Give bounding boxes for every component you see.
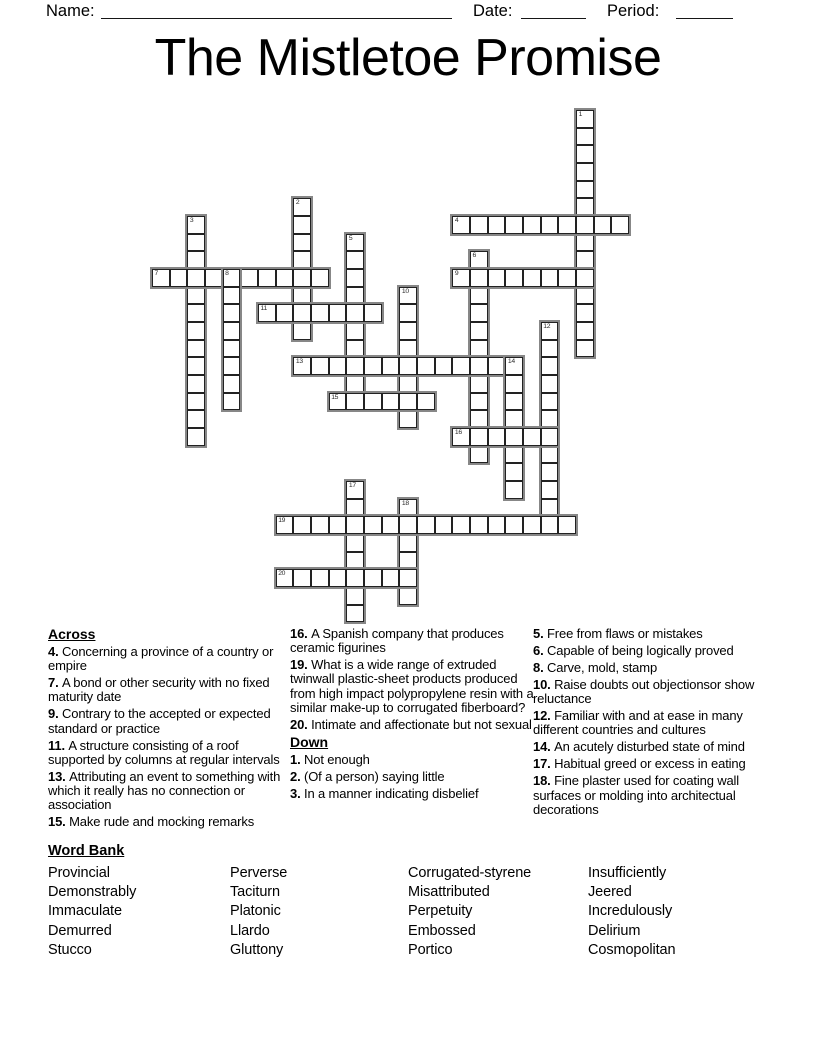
cell-number: 15: [331, 393, 339, 401]
crossword-cell[interactable]: [187, 375, 205, 393]
crossword-cell[interactable]: [293, 569, 311, 587]
crossword-cell[interactable]: [187, 410, 205, 428]
crossword-word-20-across[interactable]: [274, 567, 419, 589]
clue-item-6: 6. Capable of being logically proved: [533, 643, 734, 658]
cell-number: 18: [401, 499, 409, 507]
crossword-cell[interactable]: [488, 428, 506, 446]
clue-item-7: 7. A bond or other security with no fixed maturity date: [48, 675, 270, 705]
crossword-cell[interactable]: [223, 287, 241, 305]
crossword-cell[interactable]: [187, 340, 205, 358]
crossword-cell[interactable]: [505, 516, 523, 534]
page-title: The Mistletoe Promise: [154, 29, 662, 87]
crossword-cell[interactable]: [541, 393, 559, 411]
crossword-cell[interactable]: [223, 340, 241, 358]
clue-item-8: 8. Carve, mold, stamp: [533, 660, 658, 675]
cell-number: 19: [278, 517, 286, 525]
crossword-cell[interactable]: [346, 516, 364, 534]
crossword-cell[interactable]: [329, 569, 347, 587]
crossword-cell[interactable]: [541, 216, 559, 234]
cell-number: 3: [189, 217, 194, 225]
clue-item-5: 5. Free from flaws or mistakes: [533, 626, 703, 641]
crossword-cell[interactable]: [576, 269, 594, 287]
crossword-cell[interactable]: [187, 357, 205, 375]
crossword-cell[interactable]: [399, 516, 417, 534]
crossword-cell[interactable]: [417, 393, 435, 411]
crossword-cell[interactable]: [523, 269, 541, 287]
crossword-cell[interactable]: [576, 163, 594, 181]
crossword-cell[interactable]: [452, 216, 470, 234]
crossword-cell[interactable]: [311, 304, 329, 322]
crossword-cell[interactable]: [452, 357, 470, 375]
date-blank-line[interactable]: [521, 2, 586, 19]
crossword-cell[interactable]: [541, 481, 559, 499]
cell-number: 13: [295, 358, 303, 366]
cell-number: 20: [278, 570, 286, 578]
word-bank-column: [588, 864, 675, 960]
crossword-word-3-down[interactable]: [185, 214, 207, 448]
crossword-cell[interactable]: [382, 516, 400, 534]
crossword-cell[interactable]: [505, 216, 523, 234]
word-bank-word: Immaculate: [48, 903, 122, 920]
cell-number: 7: [154, 270, 158, 278]
crossword-cell[interactable]: [488, 216, 506, 234]
clue-item-13: 13. Attributing an event to something with which it really has no connection or association: [48, 768, 281, 813]
crossword-cell[interactable]: [187, 304, 205, 322]
crossword-cell[interactable]: [382, 569, 400, 587]
period-blank-line[interactable]: [676, 2, 733, 19]
crossword-cell[interactable]: [523, 216, 541, 234]
cell-number: 1: [578, 111, 583, 118]
crossword-cell[interactable]: [417, 516, 435, 534]
crossword-cell[interactable]: [470, 516, 488, 534]
crossword-word-19-across[interactable]: [274, 514, 578, 536]
word-bank-title: Word Bank: [48, 843, 125, 859]
clue-item-16: 16. A Spanish company that produces ceramic figurines: [290, 626, 504, 656]
crossword-cell[interactable]: [170, 269, 188, 287]
clues-column-down: [533, 627, 775, 820]
crossword-cell[interactable]: [576, 216, 594, 234]
crossword-cell[interactable]: [505, 481, 523, 499]
crossword-cell[interactable]: [541, 269, 559, 287]
crossword-cell[interactable]: [541, 446, 559, 464]
clues-section-header: Down: [290, 733, 329, 750]
crossword-word-13-across[interactable]: [291, 355, 525, 377]
crossword-cell[interactable]: [470, 269, 488, 287]
cell-number: 14: [507, 358, 515, 366]
word-bank-word: Incredulously: [588, 903, 673, 920]
word-bank-word: Taciturn: [230, 884, 280, 901]
cell-number: 11: [260, 305, 267, 313]
word-bank-word: Llardo: [230, 922, 270, 939]
crossword-cell[interactable]: [470, 322, 488, 340]
crossword-cell[interactable]: [382, 357, 400, 375]
crossword-cell[interactable]: [594, 216, 612, 234]
crossword-cell[interactable]: [329, 357, 347, 375]
crossword-cell[interactable]: [470, 375, 488, 393]
clue-item-2: 2. (Of a person) saying little: [290, 768, 445, 784]
crossword-cell[interactable]: [452, 516, 470, 534]
crossword-word-4-across[interactable]: [450, 214, 631, 236]
cell-number: 12: [543, 323, 551, 331]
crossword-cell[interactable]: [576, 110, 594, 128]
crossword-cell[interactable]: [223, 375, 241, 393]
crossword-cell[interactable]: [558, 516, 576, 534]
cell-number: 4: [454, 217, 459, 225]
crossword-word-15-across[interactable]: [327, 391, 437, 413]
crossword-cell[interactable]: [470, 304, 488, 322]
crossword-cell[interactable]: [276, 304, 294, 322]
crossword-cell[interactable]: [382, 393, 400, 411]
word-bank-column: [48, 864, 136, 960]
crossword-cell[interactable]: [417, 357, 435, 375]
crossword-cell[interactable]: [399, 357, 417, 375]
crossword-cell[interactable]: [187, 269, 205, 287]
crossword-cell[interactable]: [541, 516, 559, 534]
crossword-cell[interactable]: [576, 322, 594, 340]
crossword-cell[interactable]: [152, 269, 170, 287]
crossword-cell[interactable]: [311, 516, 329, 534]
crossword-word-11-across[interactable]: [256, 302, 384, 324]
crossword-cell[interactable]: [364, 516, 382, 534]
word-bank-word: Corrugated-styrene: [408, 865, 532, 881]
crossword-cell[interactable]: [223, 304, 241, 322]
crossword-cell[interactable]: [541, 322, 559, 340]
crossword-cell[interactable]: [558, 216, 576, 234]
cell-number: 9: [454, 270, 459, 278]
word-bank-column: [230, 864, 287, 960]
crossword-cell[interactable]: [452, 269, 470, 287]
crossword-cell[interactable]: [505, 393, 523, 411]
name-label: Name:: [46, 2, 95, 20]
cell-number: 2: [295, 199, 300, 207]
crossword-cell[interactable]: [399, 587, 417, 605]
crossword-cell[interactable]: [258, 269, 276, 287]
crossword-cell[interactable]: [187, 428, 205, 446]
crossword-cell[interactable]: [329, 516, 347, 534]
cell-number: 16: [454, 429, 462, 437]
clues-section-header: Across: [48, 626, 96, 642]
clue-item-15: 15. Make rude and mocking remarks: [48, 814, 255, 830]
crossword-cell[interactable]: [541, 357, 559, 375]
word-bank-word: Provincial: [48, 865, 110, 881]
clues-column-across: [48, 627, 284, 832]
crossword-cell[interactable]: [505, 446, 523, 464]
clue-item-11: 11. A structure consisting of a roof supported by columns at regular intervals: [48, 737, 280, 767]
crossword-cell[interactable]: [346, 534, 364, 552]
crossword-cell[interactable]: [470, 393, 488, 411]
crossword-cell[interactable]: [399, 393, 417, 411]
crossword-cell[interactable]: [523, 516, 541, 534]
crossword-cell[interactable]: [293, 357, 311, 375]
clue-item-19: 19. What is a wide range of extruded twinwall plastic-sheet products produced from high impact polypropylene resin with a similar make-up to corrugated fiberboard?: [290, 657, 534, 715]
crossword-cell[interactable]: [346, 251, 364, 269]
crossword-cell[interactable]: [187, 216, 205, 234]
crossword-cell[interactable]: [223, 322, 241, 340]
crossword-cell[interactable]: [435, 357, 453, 375]
crossword-cell[interactable]: [346, 569, 364, 587]
crossword-cell[interactable]: [576, 128, 594, 146]
crossword-cell[interactable]: [223, 269, 241, 287]
crossword-cell[interactable]: [470, 428, 488, 446]
word-bank-word: Delirium: [588, 922, 641, 939]
crossword-cell[interactable]: [346, 234, 364, 252]
word-bank-column: [408, 864, 531, 960]
cell-number: 17: [348, 482, 356, 490]
crossword-cell[interactable]: [470, 446, 488, 464]
crossword-cell[interactable]: [399, 304, 417, 322]
crossword-cell[interactable]: [399, 534, 417, 552]
crossword-cell[interactable]: [576, 304, 594, 322]
word-bank-word: Insufficiently: [588, 865, 667, 881]
crossword-cell[interactable]: [346, 481, 364, 499]
crossword-cell[interactable]: [576, 181, 594, 199]
crossword-cell[interactable]: [470, 287, 488, 305]
word-bank-word: Portico: [408, 941, 453, 958]
word-bank-word: Stucco: [48, 941, 92, 958]
crossword-cell[interactable]: [523, 428, 541, 446]
crossword-cell[interactable]: [541, 375, 559, 393]
word-bank-word: Embossed: [408, 922, 476, 939]
word-bank-word: Platonic: [230, 903, 281, 920]
crossword-cell[interactable]: [505, 357, 523, 375]
clue-item-1: 1. Not enough: [290, 751, 370, 767]
crossword-cell[interactable]: [293, 198, 311, 216]
crossword-cell[interactable]: [452, 428, 470, 446]
crossword-cell[interactable]: [541, 428, 559, 446]
crossword-cell[interactable]: [505, 375, 523, 393]
crossword-cell[interactable]: [293, 322, 311, 340]
crossword-cell[interactable]: [576, 145, 594, 163]
clue-item-10: 10. Raise doubts out objectionsor show reluctance: [533, 677, 755, 707]
clue-item-14: 14. An acutely disturbed state of mind: [533, 739, 745, 755]
clue-item-12: 12. Familiar with and at ease in many different countries and cultures: [533, 708, 743, 738]
crossword-word-9-across[interactable]: [450, 267, 595, 289]
clue-item-18: 18. Fine plaster used for coating wall surfaces or molding into architectual decorations: [533, 773, 740, 817]
word-bank-word: Perpetuity: [408, 903, 473, 920]
cell-number: 10: [401, 287, 409, 295]
crossword-cell[interactable]: [329, 304, 347, 322]
crossword-cell[interactable]: [293, 516, 311, 534]
crossword-word-16-across[interactable]: [450, 426, 560, 448]
crossword-cell[interactable]: [364, 357, 382, 375]
word-bank-word: Jeered: [588, 884, 632, 901]
crossword-cell[interactable]: [346, 322, 364, 340]
crossword-cell[interactable]: [505, 463, 523, 481]
crossword-cell[interactable]: [576, 340, 594, 358]
name-blank-line[interactable]: [101, 2, 452, 19]
clue-item-3: 3. In a manner indicating disbelief: [290, 785, 479, 801]
crossword-cell[interactable]: [470, 216, 488, 234]
crossword-cell[interactable]: [276, 516, 294, 534]
crossword-cell[interactable]: [541, 340, 559, 358]
word-bank-word: Perverse: [230, 865, 288, 881]
word-bank-word: Misattributed: [408, 884, 490, 901]
crossword-cell[interactable]: [470, 357, 488, 375]
crossword-cell[interactable]: [364, 393, 382, 411]
crossword-cell[interactable]: [576, 234, 594, 252]
crossword-cell[interactable]: [435, 516, 453, 534]
clue-item-9: 9. Contrary to the accepted or expected standard or practice: [48, 706, 271, 736]
crossword-cell[interactable]: [399, 410, 417, 428]
crossword-cell[interactable]: [505, 269, 523, 287]
crossword-cell[interactable]: [346, 605, 364, 623]
crossword-cell[interactable]: [346, 393, 364, 411]
crossword-word-8-down[interactable]: [221, 267, 243, 412]
crossword-cell[interactable]: [240, 269, 258, 287]
crossword-cell[interactable]: [399, 322, 417, 340]
crossword-cell[interactable]: [187, 322, 205, 340]
crossword-cell[interactable]: [293, 304, 311, 322]
crossword-cell[interactable]: [346, 587, 364, 605]
crossword-word-18-down[interactable]: [397, 497, 419, 607]
crossword-cell[interactable]: [293, 234, 311, 252]
clue-item-4: 4. Concerning a province of a country or empire: [48, 644, 274, 674]
crossword-cell[interactable]: [293, 216, 311, 234]
word-bank-word: Gluttony: [230, 941, 284, 958]
period-label: Period:: [607, 2, 660, 20]
crossword-cell[interactable]: [611, 216, 629, 234]
crossword-cell[interactable]: [399, 569, 417, 587]
date-label: Date:: [473, 2, 513, 20]
crossword-cell[interactable]: [364, 569, 382, 587]
crossword-cell[interactable]: [329, 393, 347, 411]
crossword-cell[interactable]: [576, 287, 594, 305]
crossword-cell[interactable]: [276, 269, 294, 287]
crossword-cell[interactable]: [346, 269, 364, 287]
word-bank-word: Cosmopolitan: [588, 941, 676, 958]
crossword-cell[interactable]: [223, 393, 241, 411]
crossword-cell[interactable]: [488, 516, 506, 534]
crossword-cell[interactable]: [346, 304, 364, 322]
crossword-cell[interactable]: [311, 357, 329, 375]
crossword-cell[interactable]: [258, 304, 276, 322]
cell-number: 6: [472, 252, 477, 260]
clue-item-17: 17. Habitual greed or excess in eating: [533, 756, 746, 772]
word-bank-word: Demonstrably: [48, 884, 137, 901]
crossword-word-17-down[interactable]: [344, 479, 366, 624]
crossword-cell[interactable]: [311, 569, 329, 587]
crossword-cell[interactable]: [364, 304, 382, 322]
clue-item-20: 20. Intimate and affectionate but not sexual: [290, 716, 532, 732]
cell-number: 5: [348, 234, 353, 242]
cell-number: 8: [225, 270, 229, 278]
crossword-grid[interactable]: [152, 110, 630, 623]
crossword-cell[interactable]: [187, 287, 205, 305]
crossword-cell[interactable]: [505, 428, 523, 446]
crossword-cell[interactable]: [558, 269, 576, 287]
crossword-cell[interactable]: [488, 269, 506, 287]
crossword-cell[interactable]: [399, 287, 417, 305]
crossword-cell[interactable]: [293, 269, 311, 287]
clues-column-middle: [290, 627, 536, 804]
crossword-cell[interactable]: [187, 234, 205, 252]
crossword-cell[interactable]: [346, 357, 364, 375]
crossword-cell[interactable]: [541, 463, 559, 481]
crossword-cell[interactable]: [311, 269, 329, 287]
crossword-cell[interactable]: [223, 357, 241, 375]
crossword-cell[interactable]: [187, 393, 205, 411]
crossword-cell[interactable]: [276, 569, 294, 587]
word-bank-word: Demurred: [48, 922, 112, 939]
